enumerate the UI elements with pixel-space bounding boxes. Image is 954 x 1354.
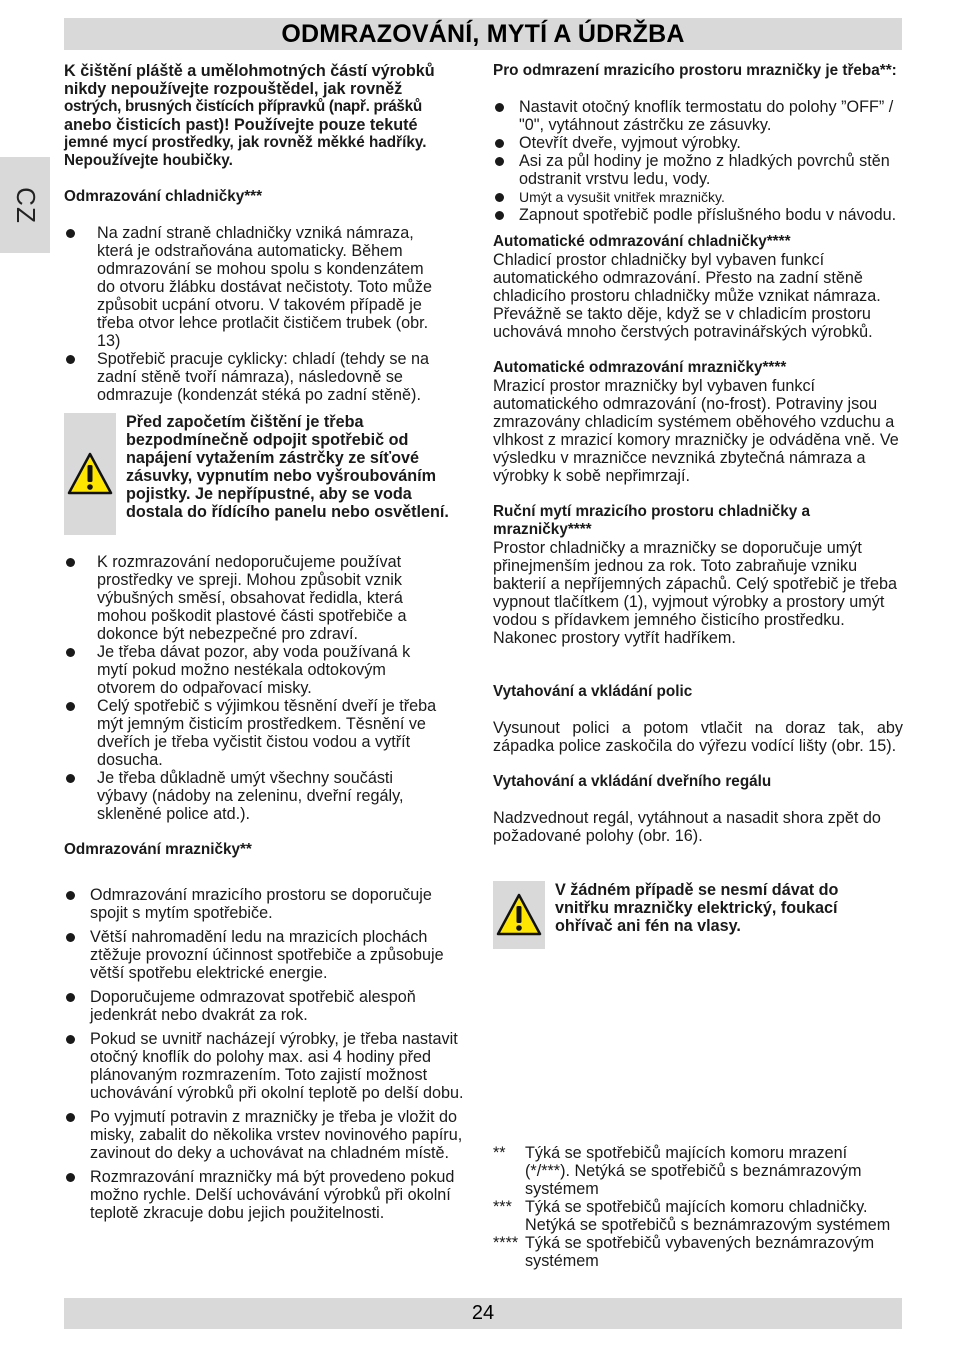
page-number: 24 [471, 1302, 495, 1324]
warning-box-unplug [64, 413, 474, 535]
auto-freezer-text: Mrazicí prostor mrazničky byl vybaven funkcí automatického odmrazování (no-frost). Potraviny jsou zmrazovány chladicím systémem oběhového vzduchu a vlhkost z mrazicí komory mrazničky je odváděna vně. Ve výsledku v mrazničce nevzniká zbytečná námraza a výrobky k sobě nepřimrzají. [493, 377, 899, 485]
warning-icon-box [64, 413, 116, 535]
list-item: Na zadní straně chladničky vzniká námraza, která je odstraňována automaticky. Během odmrazování se mohou spolu s kondenzátem do otvoru žlábku dostávat nečistoty. Toto může způsobit ucpání otvoru. V takovém případě je třeba otvor lehce protlačit čističem trubek (obr. 13) [64, 224, 446, 350]
intro-line: ostrých, brusných čistících přípravků (např. prášků [64, 98, 422, 115]
section-heading-door-rack: Vytahování a vkládání dveřního regálu [493, 773, 772, 790]
footnote-text: Týká se spotřebičů majících komoru mrazení (*/***). Netýká se spotřebičů s beznámrazovým systémem [525, 1144, 862, 1198]
footnote [493, 1144, 893, 1198]
section-heading-freezer-defrost: Odmrazování mrazničky** [64, 841, 252, 858]
footnotes [493, 1144, 893, 1270]
page-title: ODMRAZOVÁNÍ, MYTÍ A ÚDRŽBA [281, 19, 685, 48]
list-item: Umýt a vysušit vnitřek mrazničky. [493, 188, 899, 206]
warning-box-heater [493, 881, 903, 949]
footnote [493, 1234, 893, 1270]
defrost-steps-list [493, 98, 903, 224]
left-column [64, 62, 474, 1228]
header-bar [64, 18, 902, 50]
door-rack-text: Nadzvednout regál, vytáhnout a nasadit shora zpět do požadované polohy (obr. 16). [493, 809, 881, 845]
warning-text-unplug: Před započetím čištění je třeba bezpodmínečně odpojit spotřebič od napájení vytažením zástrčky ze síťové zásuvky, vypnutím nebo vyšroubováním pojistky. Je nepřípustné, aby se voda dostala do řídícího panelu nebo osvětlení. [126, 413, 449, 521]
shelves-text: Vysunout polici a potom vtlačit na doraz tak, aby západka police zaskočila do výřezu vodící lišty (obr. 15). [493, 719, 903, 755]
language-tab-label: CZ [10, 186, 41, 224]
intro-warning-text [64, 62, 474, 170]
footnote-mark: *** [493, 1198, 512, 1216]
warning-text-heater: V žádném případě se nesmí dávat do vnitřku mrazničky elektrický, foukací ohřívač ani fén na vlasy. [555, 881, 839, 935]
list-item: Celý spotřebič s výjimkou těsnění dveří je třeba mýt jemným čisticím prostředkem. Těsnění ve dveřích je třeba vyčistit čistou vodou a vytřít dosucha. [64, 697, 444, 769]
footnote-text: Týká se spotřebičů majících komoru chladničky. Netýká se spotřebičů s beznámrazovým systémem [525, 1198, 891, 1234]
intro-line: K čištění pláště a umělohmotných částí výrobků [64, 62, 435, 80]
footnote-mark: **** [493, 1234, 519, 1252]
list-item: Rozmrazování mrazničky má být provedeno pokud možno rychle. Delší uchovávání výrobků při okolní teplotě zkracuje dobu jejich použitelnosti. [64, 1168, 469, 1222]
auto-fridge-text: Chladicí prostor chladničky byl vybaven funkcí automatického odmrazování. Přesto na zadní stěně chladicího prostoru chladničky může vznikat námraza. Převážně se takto děje, když se v chladicím prostoru uchovává mnoho čerstvých potravinářských výrobků. [493, 251, 881, 341]
list-item: Je třeba důkladně umýt všechny součásti výbavy (nádoby na zeleninu, dveřní regály, skleněné police atd.). [64, 769, 444, 823]
footer-bar [64, 1298, 902, 1329]
fridge-defrost-list [64, 224, 474, 404]
freezer-defrost-list [64, 886, 474, 1222]
footnote [493, 1198, 893, 1234]
list-item: Nastavit otočný knoflík termostatu do polohy ”OFF” / "0", vytáhnout zástrčku ze zásuvky. [493, 98, 899, 134]
manual-wash-text: Prostor chladničky a mrazničky se doporučuje umýt přinejmenším jednou za rok. Toto zabraňuje vzniku bakterií a nepříjemných zápachů. Celý spotřebič je třeba vypnout tlačítkem (1), vyjmout výrobky a prostory umýt vodou s přídavkem jemného čisticího prostředku. Nakonec prostory vytřít hadříkem. [493, 539, 897, 647]
intro-line: Nepoužívejte houbičky. [64, 152, 233, 169]
list-item: K rozmrazování nedoporučujeme používat prostředky ve spreji. Mohou způsobit vznik výbušných směsí, obsahovat ředidla, která mohou poškodit plastové části spotřebiče a dokonce být nebezpečné pro zdraví. [64, 553, 444, 643]
footnote-text: Týká se spotřebičů vybavených beznámrazovým systémem [525, 1234, 875, 1270]
list-item: Odmrazování mrazicího prostoru se doporučuje spojit s mytím spotřebiče. [64, 886, 469, 922]
footnote-mark: ** [493, 1144, 506, 1162]
list-item: Doporučujeme odmrazovat spotřebič alespoň jedenkrát nebo dvakrát za rok. [64, 988, 469, 1024]
intro-line: nikdy nepoužívejte rozpouštědel, jak rovněž [64, 80, 403, 98]
section-heading-manual-wash: Ruční mytí mrazicího prostoru chladničky a mrazničky**** [493, 503, 811, 538]
section-heading-auto-freezer: Automatické odmrazování mrazničky**** [493, 359, 787, 376]
section-heading-fridge-defrost: Odmrazování chladničky*** [64, 188, 263, 205]
section-heading-auto-fridge: Automatické odmrazování chladničky**** [493, 233, 791, 250]
section-heading-shelves: Vytahování a vkládání polic [493, 683, 693, 700]
right-column [493, 62, 903, 1270]
list-item: Zapnout spotřebič podle příslušného bodu v návodu. [493, 206, 899, 224]
list-item: Pokud se uvnitř nacházejí výrobky, je třeba nastavit otočný knoflík do polohy max. asi 4 hodiny před plánovaným rozmrazením. Toto zajistí možnost uchovávání výrobků při okolní teplotě po delší dobu. [64, 1030, 469, 1102]
warning-icon-box [493, 881, 545, 949]
list-item: Asi za půl hodiny je možno z hladkých povrchů stěn odstranit vrstvu ledu, vody. [493, 152, 899, 188]
intro-line: anebo čisticích past)! Používejte pouze tekuté [64, 116, 418, 134]
language-tab [0, 157, 50, 253]
list-item: Otevřít dveře, vyjmout výrobky. [493, 134, 899, 152]
list-item: Spotřebič pracuje cyklicky: chladí (tehdy se na zadní stěně tvoří námraza), následovně se odmrazuje (kondenzát stéká po zadní stěně). [64, 350, 446, 404]
general-care-list [64, 553, 474, 823]
list-item: Je třeba dávat pozor, aby voda používaná k mytí pokud možno nestékala odtokovým otvorem do odpařovací misky. [64, 643, 444, 697]
warning-triangle-icon [67, 451, 113, 497]
warning-triangle-icon [496, 892, 542, 938]
intro-line: jemné mycí prostředky, jak rovněž měkké hadříky. [64, 134, 427, 151]
list-item: Po vyjmutí potravin z mrazničky je třeba je vložit do misky, zabalit do několika vrstev novinového papíru, zavinout do deky a uchovávat na chladném místě. [64, 1108, 469, 1162]
section-heading-freezer-defrost-steps: Pro odmrazení mrazicího prostoru mrazničky je třeba**: [493, 62, 897, 79]
list-item: Větší nahromadění ledu na mrazicích plochách ztěžuje provozní účinnost spotřebiče a způsobuje větší spotřebu elektrické energie. [64, 928, 469, 982]
